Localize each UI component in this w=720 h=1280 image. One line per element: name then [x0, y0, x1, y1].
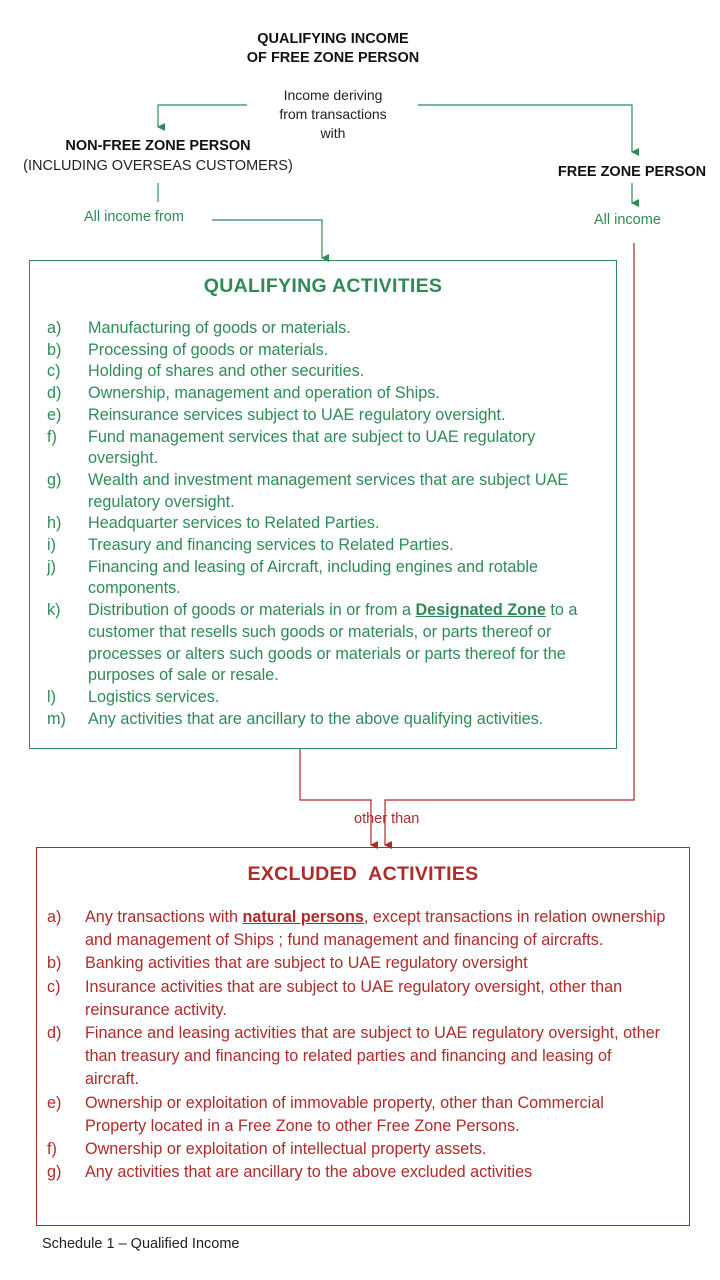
list-item-text: Headquarter services to Related Parties.: [88, 514, 380, 533]
list-item-text: Fund management services that are subject to UAE regulatory oversight.: [88, 427, 536, 468]
list-item-marker: f): [47, 427, 57, 446]
title-line-2: OF FREE ZONE PERSON: [246, 50, 420, 66]
list-item-text: [85, 906, 667, 952]
all-income-from-label: All income from: [84, 209, 184, 225]
list-item-text: Manufacturing of goods or materials.: [88, 319, 351, 337]
list-item: [47, 600, 602, 687]
list-item: [47, 361, 602, 383]
list-item: [47, 1138, 667, 1161]
list-item-marker: b): [47, 954, 62, 973]
income-deriving-line-1: Income deriving: [283, 87, 383, 103]
list-item-marker: e): [47, 405, 62, 424]
list-item-text: Finance and leasing activities that are subject to UAE regulatory oversight, other than treasury and financing to related parties and financing and leasing of aircraft.: [85, 1024, 660, 1089]
list-item-text: Banking activities that are subject to UAE regulatory oversight: [85, 954, 528, 973]
list-item: [47, 952, 667, 975]
list-item-marker: b): [47, 340, 62, 359]
list-item-marker: k): [47, 601, 61, 620]
list-item: [47, 513, 602, 535]
other-than-label: other than: [354, 811, 420, 827]
list-item: [47, 383, 602, 405]
list-item-text: Logistics services.: [88, 687, 220, 706]
line-qualifying-to-excluded: [300, 749, 371, 845]
excluded-activities-title: EXCLUDED ACTIVITIES: [247, 863, 479, 885]
list-item-marker: d): [47, 1024, 62, 1043]
list-item-text: Processing of goods or materials.: [88, 340, 329, 359]
list-item: [47, 557, 602, 600]
list-item: [47, 906, 667, 952]
excluded-activities-box: [36, 847, 690, 1226]
defined-term-link[interactable]: natural persons: [242, 908, 364, 926]
arrow-to-free: [418, 105, 632, 152]
all-income-label: All income: [594, 212, 661, 228]
arrow-to-qualifying: [212, 220, 322, 258]
figure-caption: Schedule 1 – Qualified Income: [42, 1236, 240, 1252]
list-item-text: Any activities that are ancillary to the above excluded activities: [85, 1163, 533, 1182]
arrow-to-nonfree: [158, 105, 247, 127]
qualifying-activities-box: [29, 260, 617, 749]
list-item: [47, 1022, 667, 1092]
list-item-marker: a): [47, 319, 62, 337]
list-item: [47, 709, 602, 731]
list-item-marker: g): [47, 1163, 62, 1182]
list-item: [47, 405, 602, 427]
income-deriving-line-3: with: [320, 125, 346, 141]
list-item-text: Treasury and financing services to Related Parties.: [88, 536, 454, 555]
list-item-text: Ownership, management and operation of Ships.: [88, 384, 440, 403]
qualifying-activities-list: [47, 318, 602, 730]
nonfree-zone-subtitle: (INCLUDING OVERSEAS CUSTOMERS): [23, 158, 293, 174]
list-item-text: Ownership or exploitation of immovable property, other than Commercial Property located in a Free Zone to other Free Zone Persons.: [85, 1093, 604, 1135]
list-item: [47, 687, 602, 709]
list-item: [47, 318, 602, 340]
list-item: [47, 535, 602, 557]
income-deriving-line-2: from transactions: [279, 106, 387, 122]
list-item-marker: i): [47, 536, 56, 555]
qualifying-activities-title: QUALIFYING ACTIVITIES: [203, 275, 443, 297]
list-item-marker: c): [47, 977, 61, 996]
list-item-marker: h): [47, 514, 62, 533]
list-item-marker: m): [47, 709, 66, 728]
list-item-text-post: , except transactions in relation ownership and management of Ships ; fund management and financing of aircrafts.: [85, 908, 666, 950]
defined-term-link[interactable]: Designated Zone: [415, 601, 546, 620]
free-zone-title: FREE ZONE PERSON: [557, 164, 707, 180]
list-item: [47, 976, 667, 1022]
list-item-text: Holding of shares and other securities.: [88, 362, 365, 381]
title-line-1: QUALIFYING INCOME: [257, 31, 409, 47]
list-item-marker: l): [47, 687, 56, 706]
list-item-text-pre: Distribution of goods or materials in or from a: [88, 601, 416, 620]
list-item: [47, 340, 602, 362]
list-item-marker: e): [47, 1093, 62, 1112]
list-item-text: Financing and leasing of Aircraft, including engines and rotable components.: [88, 557, 538, 598]
list-item-text: [88, 600, 602, 687]
list-item-text: Ownership or exploitation of intellectual property assets.: [85, 1140, 487, 1159]
list-item-text-pre: Any transactions with: [85, 908, 243, 926]
list-item-marker: a): [47, 908, 62, 926]
list-item-text: Any activities that are ancillary to the above qualifying activities.: [88, 709, 544, 728]
nonfree-zone-title: NON-FREE ZONE PERSON: [65, 138, 251, 154]
list-item-text: Reinsurance services subject to UAE regulatory oversight.: [88, 405, 506, 424]
list-item-marker: g): [47, 470, 62, 489]
list-item-marker: j): [47, 557, 56, 576]
list-item-marker: f): [47, 1140, 57, 1159]
list-item: [47, 470, 602, 513]
diagram-title: [180, 30, 486, 68]
list-item-marker: d): [47, 384, 62, 403]
list-item-marker: c): [47, 362, 61, 381]
excluded-activities-list: [47, 906, 667, 1184]
list-item: [47, 427, 602, 470]
list-item-text: Wealth and investment management services that are subject UAE regulatory oversight.: [88, 470, 569, 511]
income-deriving-label: [254, 86, 412, 143]
list-item-text: Insurance activities that are subject to UAE regulatory oversight, other than reinsurance activity.: [85, 977, 623, 1019]
list-item-text-post: to a customer that resells such goods or materials, or parts thereof or processes or alters such goods or materials or parts thereof for the purposes of sale or resale.: [88, 601, 578, 685]
list-item: [47, 1161, 667, 1184]
list-item: [47, 1092, 667, 1138]
